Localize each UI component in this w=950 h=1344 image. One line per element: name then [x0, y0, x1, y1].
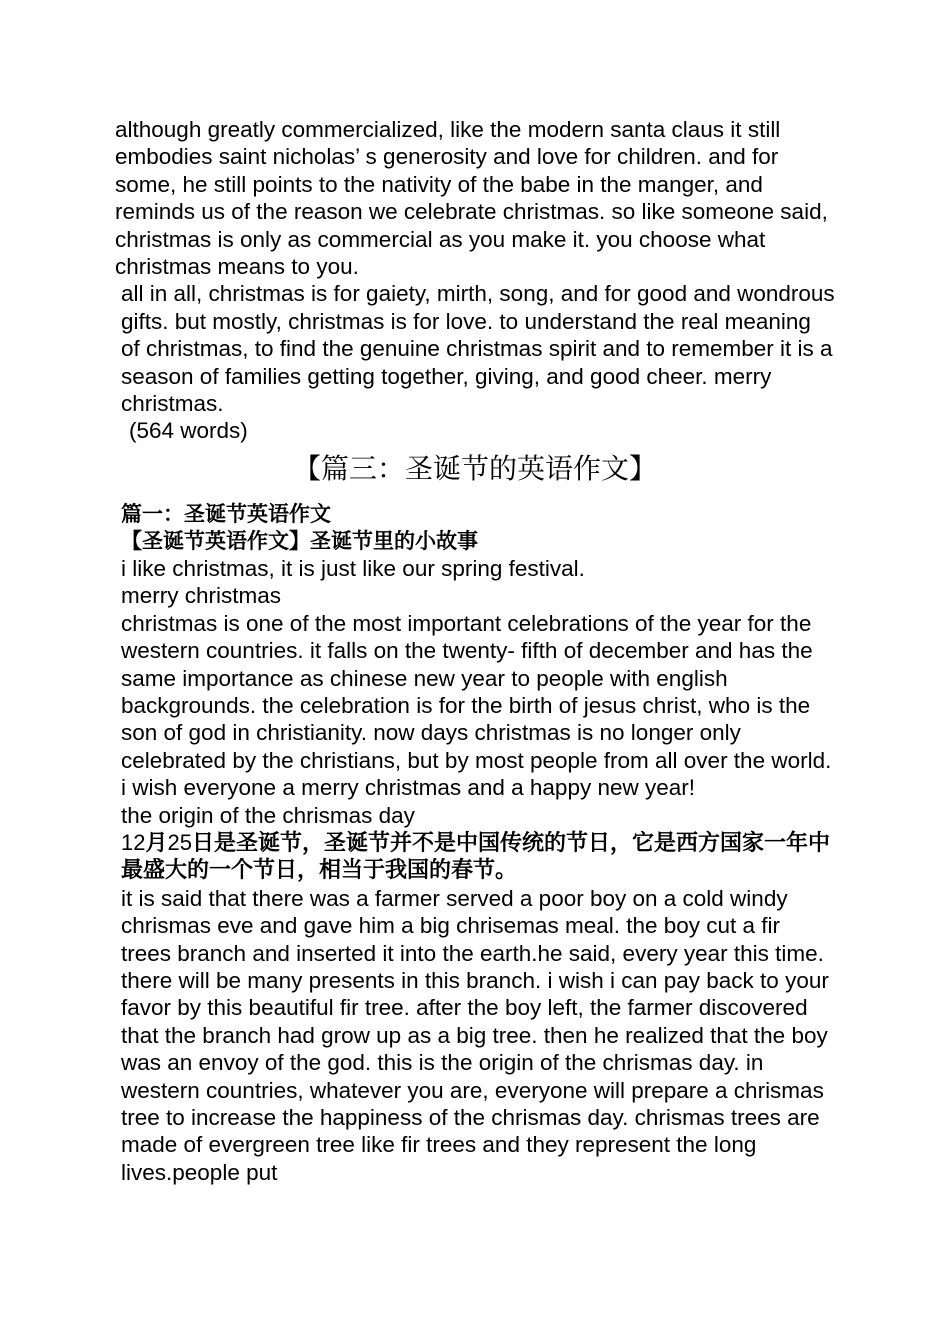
paragraph: it is said that there was a farmer served a poor boy on a cold windy chrismas eve and gave him a big chrisemas meal. the boy cut a fir trees branch and inserted it into the earth.he said, every year this time. there will be many presents in this branch. i wish i can pay back to your favor by this beautiful fir tree. after the boy left, the farmer discovered that the branch had grow up as a big tree. then he realized that the boy was an envoy of the god. this is the origin of the chrismas day. in western countries, whatever you are, everyone will prepare a chrismas tree to increase the happiness of the chrismas day. chrismas trees are made of evergreen tree like fir trees and they represent the long lives.people put: [121, 885, 829, 1185]
section-title: 【篇三：圣诞节的英语作文】: [292, 451, 657, 485]
article-heading: 篇一：圣诞节英语作文: [121, 501, 331, 526]
article-subheading: 【圣诞节英语作文】圣诞节里的小故事: [121, 528, 478, 553]
chinese-text: 月: [145, 830, 168, 856]
date-month-number: 12: [121, 829, 146, 855]
chinese-text: 日是圣诞节，圣诞节并不是中国传统的节日，它是西方国家一年中最盛大的一个节日，相当于我国的春节。: [121, 830, 830, 884]
text-line: the origin of the chrismas day: [121, 802, 415, 828]
paragraph: christmas is one of the most important celebrations of the year for the western countries. it falls on the twenty- fifth of december and has the same importance as chinese new year to people with english backgrounds. the celebration is for the birth of jesus christ, who is the son of god in christianity. now days christmas is no longer only celebrated by the christians, but by most people from all over the world. i wish everyone a merry christmas and a happy new year!: [121, 610, 832, 801]
text-line: merry christmas: [121, 583, 282, 609]
word-count: (564 words): [129, 418, 248, 444]
date-day-number: 25: [167, 829, 192, 855]
document-body: [115, 116, 835, 1186]
chinese-paragraph: [115, 829, 835, 885]
paragraph: although greatly commercialized, like the modern santa claus it still embodies saint nicholas’ s generosity and love for children. and for some, he still points to the nativity of the babe in the manger, and reminds us of the reason we celebrate christmas. so like someone said, christmas is only as commercial as you make it. you choose what christmas means to you.: [115, 117, 828, 280]
paragraph: all in all, christmas is for gaiety, mirth, song, and for good and wondrous gifts. but mostly, christmas is for love. to understand the real meaning of christmas, to find the genuine christmas spirit and to remember it is a season of families getting together, giving, and good cheer. merry christmas.: [121, 281, 835, 417]
text-line: i like christmas, it is just like our spring festival.: [121, 555, 585, 581]
